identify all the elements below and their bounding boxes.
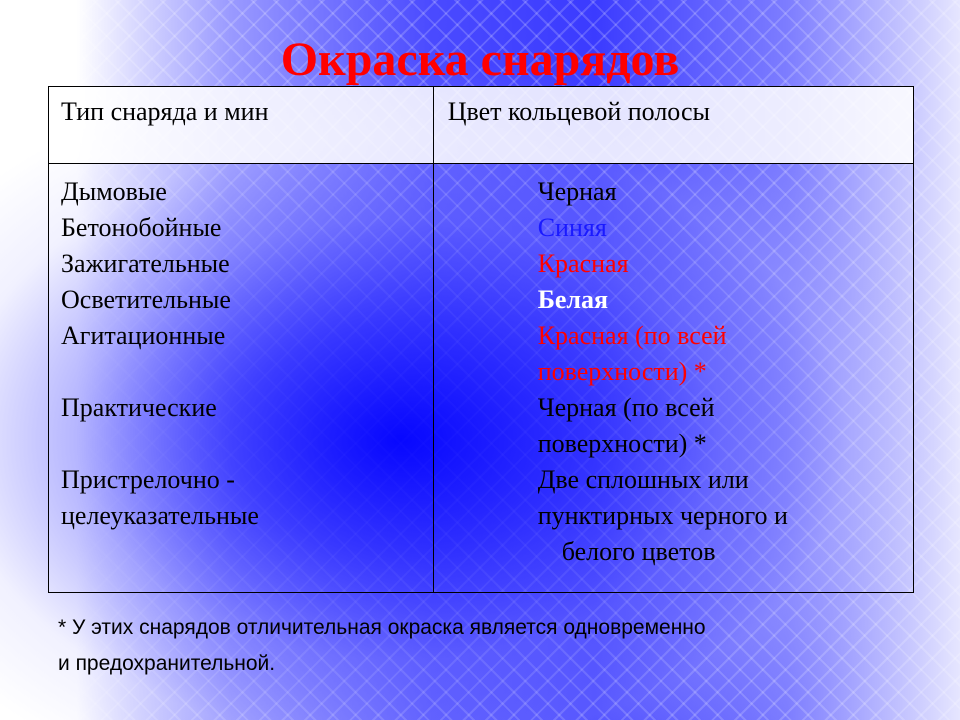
color-item-red-full-cont: поверхности) *	[537, 357, 707, 386]
color-item-two-stripes-end: белого цветов	[561, 537, 716, 566]
type-item: целеуказательные	[61, 501, 259, 530]
types-cell	[49, 164, 434, 593]
header-color-label: Цвет кольцевой полосы	[447, 97, 710, 126]
color-item-white: Белая	[537, 285, 609, 314]
color-item-two-stripes-cont: пунктирных черного и	[537, 501, 788, 530]
color-item-black-full-cont: поверхности) *	[537, 429, 707, 458]
types-list	[49, 164, 433, 534]
slide-title: Окраска снарядов	[280, 33, 680, 86]
color-item-red: Красная	[537, 249, 629, 278]
color-item-red-full: Красная (по всей	[537, 321, 727, 350]
type-item: Агитационные	[61, 321, 226, 350]
header-type-label: Тип снаряда и мин	[61, 97, 269, 126]
type-item: Зажигательные	[61, 249, 230, 278]
footnote-line-1: * У этих снарядов отличительная окраска является одновременно	[58, 616, 706, 639]
type-item: Осветительные	[61, 285, 231, 314]
table-body-row	[49, 164, 914, 593]
footnote-line-2: и предохранительной.	[58, 652, 276, 675]
color-item-black: Черная	[537, 177, 617, 206]
color-item-two-stripes: Две сплошных или	[537, 465, 749, 494]
type-item: Практические	[61, 393, 217, 422]
color-item-blue: Синяя	[537, 213, 607, 242]
type-item: Дымовые	[61, 177, 167, 206]
header-cell-type	[49, 87, 434, 164]
colors-cell	[433, 164, 913, 593]
coloring-table	[48, 86, 914, 593]
type-item: Пристрелочно -	[61, 465, 235, 494]
color-item-black-full: Черная (по всей	[537, 393, 715, 422]
table-header-row	[49, 87, 914, 164]
header-cell-color	[433, 87, 913, 164]
type-item: Бетонобойные	[61, 213, 222, 242]
colors-list	[434, 164, 913, 570]
footnote	[58, 610, 918, 682]
